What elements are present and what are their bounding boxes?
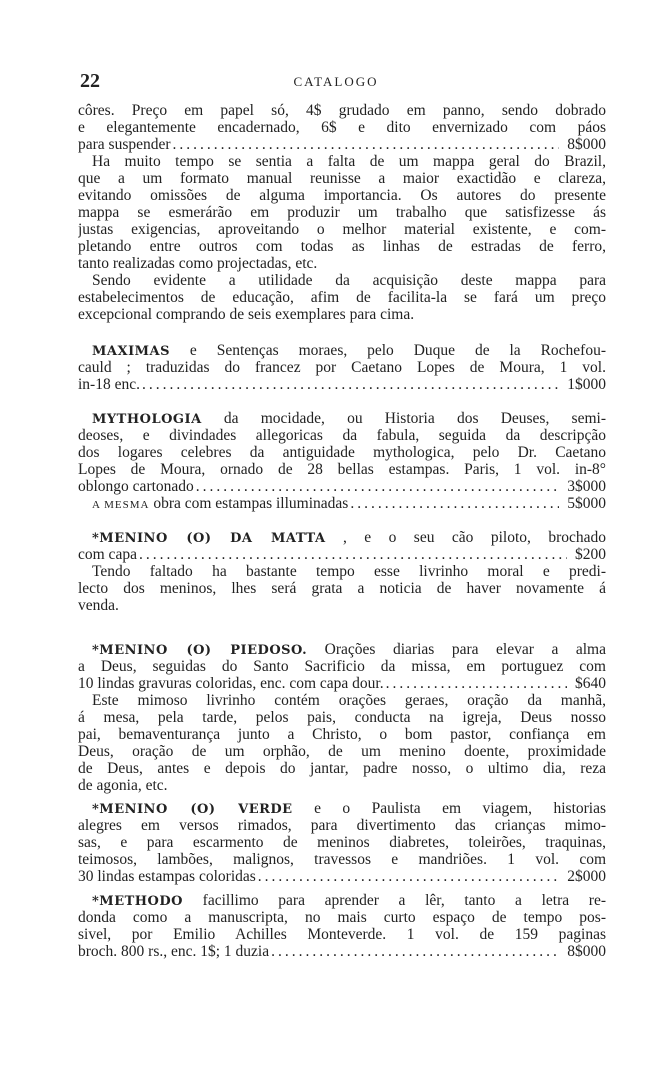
text-line	[78, 187, 606, 204]
line-text: facillimo para aprender a lêr, tanto a letra re-	[202, 892, 606, 909]
text-line	[78, 102, 606, 119]
text-line	[78, 272, 606, 289]
price-line	[78, 136, 606, 153]
dot-leader	[139, 546, 567, 563]
text-line	[78, 221, 606, 238]
line-text: e Sentenças moraes, pelo Duque de la Rochefou-	[189, 342, 606, 359]
text-line	[78, 359, 606, 376]
entry-methodo	[78, 892, 606, 960]
line-text: , e o seu cão piloto, brochado	[342, 529, 606, 546]
text-line	[78, 170, 606, 187]
small-caps-text: A MESMA	[92, 499, 150, 511]
price: 8$000	[567, 943, 606, 960]
price-line	[78, 943, 606, 960]
price: 8$000	[567, 136, 606, 153]
line-text: de agonia, etc.	[78, 777, 168, 794]
text-line	[78, 427, 606, 444]
item-description: broch. 800 rs., enc. 1$; 1 duzia	[78, 943, 270, 960]
entry-maximas	[78, 342, 606, 393]
text-line	[78, 834, 606, 851]
line-text: cauld ; traduzidas do francez por Caetano Lopes de Moura, 1 vol.	[78, 359, 606, 376]
text-line	[78, 204, 606, 221]
price: 1$000	[567, 376, 606, 393]
text-line	[78, 289, 606, 306]
text-line	[78, 580, 606, 597]
line-text: Tendo faltado ha bastante tempo esse livrinho moral e predi-	[92, 563, 606, 580]
text-line	[78, 743, 606, 760]
entry-headword: *MENINO (O) PIEDOSO.	[92, 643, 308, 658]
text-line	[78, 817, 606, 834]
line-text: Deus, oração de um orphão, de um menino doente, proximidade	[78, 743, 606, 760]
line-text: e o Paulista em viagem, historias	[314, 800, 606, 817]
text-line	[78, 658, 606, 675]
price-line	[78, 675, 606, 692]
price-line	[78, 495, 606, 512]
text-line	[78, 410, 606, 427]
entry-menino-da-matta	[78, 529, 606, 614]
line-text: estabelecimentos de educação, afim de facilita-la se fará um preço	[78, 289, 606, 306]
line-text: Sendo evidente a utilidade da acquisição deste mappa para	[92, 272, 606, 289]
text-line	[78, 692, 606, 709]
line-text: a Deus, seguidas do Santo Sacrificio da missa, em portuguez com	[78, 658, 606, 675]
text-line	[78, 529, 606, 546]
text-line	[78, 238, 606, 255]
line-text: sivel, por Emilio Achilles Monteverde. 1 vol. de 159 paginas	[78, 926, 606, 943]
item-description: oblongo cartonado	[78, 478, 194, 495]
price-line	[78, 868, 606, 885]
item-description: 30 lindas estampas coloridas	[78, 868, 256, 885]
line-text: tanto realizadas como projectadas, etc.	[78, 255, 318, 272]
line-text: alegres em versos rimados, para divertimento das crianças mimo-	[78, 817, 606, 834]
price: $200	[575, 546, 606, 563]
dot-leader	[386, 675, 567, 692]
line-text: que a um formato manual reunisse a maior exactidão e clareza,	[78, 170, 606, 187]
text-line	[78, 255, 606, 272]
line-text: Lopes de Moura, ornado de 28 bellas estampas. Paris, 1 vol. in-8°	[78, 461, 606, 478]
text-line	[78, 851, 606, 868]
text-line	[78, 342, 606, 359]
running-title: CATALOGO	[293, 74, 379, 89]
price: 2$000	[567, 868, 606, 885]
line-text: mappa se esmerárão em produzir um trabalho que satisfizesse ás	[78, 204, 606, 221]
dot-leader	[142, 376, 559, 393]
line-text: e elegantemente encadernado, 6$ e dito envernizado com páos	[78, 119, 606, 136]
dot-leader	[173, 136, 560, 153]
text-line	[78, 709, 606, 726]
line-text: pletando entre outros com todas as linhas de estradas de ferro,	[78, 238, 606, 255]
line-text: Este mimoso livrinho contém orações geraes, oração da manhã,	[92, 692, 606, 709]
text-line	[78, 909, 606, 926]
price-line	[78, 478, 606, 495]
price: 5$000	[567, 495, 606, 512]
page-number: 22	[80, 70, 100, 92]
entry-headword: *METHODO	[92, 894, 183, 909]
text-line	[78, 800, 606, 817]
line-text: dos logares celebres da antiguidade mythologica, pelo Dr. Caetano	[78, 444, 606, 461]
line-text: evitando omissões de alguma importancia. Os autores do presente	[78, 187, 606, 204]
line-text: da mocidade, ou Historia dos Deuses, semi-	[223, 410, 606, 427]
entry-headword: *MENINO (O) DA MATTA	[92, 531, 326, 546]
dot-leader	[196, 478, 559, 495]
dot-leader	[271, 943, 559, 960]
text-line	[78, 726, 606, 743]
text-line	[78, 444, 606, 461]
text-line	[78, 760, 606, 777]
text-line	[78, 597, 606, 614]
line-text: Orações diarias para elevar a alma	[324, 641, 606, 658]
entry-headword: *MENINO (O) VERDE	[92, 802, 293, 817]
text-line	[78, 306, 606, 323]
entry-headword: MYTHOLOGIA	[92, 412, 202, 427]
line-text: sas, e para escarmento de meninos diabretes, toleirões, traquinas,	[78, 834, 606, 851]
item-description: com capa	[78, 546, 137, 563]
item-description: 10 lindas gravuras coloridas, enc. com capa dour.	[78, 675, 384, 692]
entry-menino-piedoso	[78, 641, 606, 794]
text-line	[78, 563, 606, 580]
line-text: côres. Preço em papel só, 4$ grudado em panno, sendo dobrado	[78, 102, 606, 119]
line-text: de Deus, antes e depois do jantar, padre nosso, o ultimo dia, reza	[78, 760, 606, 777]
line-text: justas exigencias, aproveitando o melhor material existente, e com-	[78, 221, 606, 238]
mappa-continuation	[78, 102, 606, 323]
text-line	[78, 119, 606, 136]
entry-mythologia	[78, 410, 606, 512]
line-text: á mesa, pela tarde, pelos pais, conducta na igreja, Deus nosso	[78, 709, 606, 726]
price-line	[78, 376, 606, 393]
price: $640	[575, 675, 606, 692]
price: 3$000	[567, 478, 606, 495]
text-line	[78, 777, 606, 794]
line-text: deoses, e divindades allegoricas da fabula, seguida da descripção	[78, 427, 606, 444]
dot-leader	[258, 868, 559, 885]
line-text: teimosos, lambões, malignos, travessos e mandriões. 1 vol. com	[78, 851, 606, 868]
item-description: in-18 enc.	[78, 376, 140, 393]
dot-leader	[350, 495, 559, 512]
text-line	[78, 153, 606, 170]
line-text: pai, bemaventurança junto a Christo, o bom pastor, confiança em	[78, 726, 606, 743]
text-line	[78, 926, 606, 943]
line-text: Ha muito tempo se sentia a falta de um mappa geral do Brazil,	[92, 153, 606, 170]
text-line	[78, 892, 606, 909]
text-line	[78, 461, 606, 478]
text-line	[78, 641, 606, 658]
item-description: A MESMA obra com estampas illuminadas	[92, 495, 349, 512]
price-line	[78, 546, 606, 563]
line-text: lecto dos meninos, lhes será grata a noticia de haver novamente á	[78, 580, 606, 597]
line-text: venda.	[78, 597, 119, 614]
entry-menino-verde	[78, 800, 606, 885]
item-description: para suspender	[78, 136, 171, 153]
line-text: donda como a manuscripta, no mais curto espaço de tempo pos-	[78, 909, 606, 926]
line-text: excepcional comprando de seis exemplares para cima.	[78, 306, 415, 323]
entry-headword: MAXIMAS	[92, 344, 171, 359]
